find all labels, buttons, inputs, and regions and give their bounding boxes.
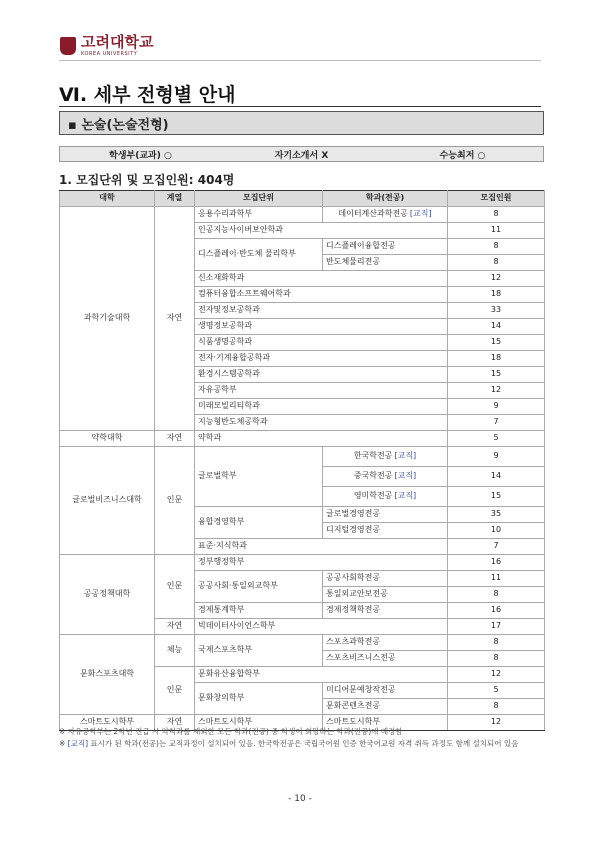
unit-cell: 국제스포츠학부 <box>195 635 323 667</box>
table-row <box>60 555 545 571</box>
unit-cell: 약학과 <box>195 431 448 447</box>
unit-cell: 응용수리과학부 <box>195 207 323 223</box>
unit-cell: 디스플레이·반도체 물리학부 <box>195 239 323 271</box>
unit-cell: 지능형반도체공학과 <box>195 415 448 431</box>
unit-cell: 환경시스템공학과 <box>195 367 448 383</box>
unit-cell: 미래모빌리티학과 <box>195 399 448 415</box>
teaching-course-tag: [교직] <box>409 209 432 219</box>
college-cell: 문화스포츠대학 <box>60 635 155 715</box>
table-row <box>60 447 545 467</box>
count-cell: 8 <box>448 587 545 603</box>
field-cell: 인문 <box>155 667 195 715</box>
count-cell: 16 <box>448 555 545 571</box>
major-name: 데이터계산과학전공 <box>338 209 408 219</box>
count-cell: 15 <box>448 487 545 507</box>
count-cell: 8 <box>448 207 545 223</box>
page-number: - 10 - <box>288 794 312 804</box>
count-cell: 12 <box>448 383 545 399</box>
teaching-course-tag: [교직] <box>394 491 417 501</box>
col-header-major: 학과(전공) <box>323 191 448 207</box>
count-cell: 9 <box>448 399 545 415</box>
unit-cell: 표준·지식학과 <box>195 539 448 555</box>
major-name: 중국학전공 <box>353 471 393 481</box>
unit-cell: 공공사회·통일외교학부 <box>195 571 323 603</box>
criteria-school-record: 학생부(교과) ○ <box>109 150 172 161</box>
count-cell: 18 <box>448 351 545 367</box>
count-cell: 17 <box>448 619 545 635</box>
university-seal-icon <box>60 37 76 55</box>
count-cell: 15 <box>448 367 545 383</box>
major-cell: 경제정책학전공 <box>323 603 448 619</box>
field-cell: 자연 <box>155 207 195 431</box>
count-cell: 8 <box>448 255 545 271</box>
college-cell: 과학기술대학 <box>60 207 155 431</box>
count-cell: 10 <box>448 523 545 539</box>
count-cell: 12 <box>448 271 545 287</box>
unit-cell: 융합경영학부 <box>195 507 323 539</box>
unit-cell: 자유공학부 <box>195 383 448 399</box>
count-cell: 14 <box>448 467 545 487</box>
major-cell: 디지털경영전공 <box>323 523 448 539</box>
table-header-row <box>60 191 545 207</box>
field-cell: 체능 <box>155 635 195 667</box>
major-cell <box>323 207 448 223</box>
count-cell: 11 <box>448 223 545 239</box>
field-cell: 인문 <box>155 555 195 619</box>
footnote-2-prefix: ※ <box>59 738 68 748</box>
count-cell: 12 <box>448 715 545 731</box>
evaluation-criteria-bar <box>59 146 544 162</box>
major-name: 한국학전공 <box>353 451 393 461</box>
major-cell <box>323 447 448 467</box>
unit-cell: 식품생명공학과 <box>195 335 448 351</box>
section-title: Ⅵ. 세부 전형별 안내 <box>59 84 236 106</box>
count-cell: 12 <box>448 667 545 683</box>
unit-cell: 신소재화학과 <box>195 271 448 287</box>
table-row <box>60 207 545 223</box>
count-cell: 5 <box>448 431 545 447</box>
count-cell: 16 <box>448 603 545 619</box>
field-cell: 자연 <box>155 619 195 635</box>
quota-subheading: 1. 모집단위 및 모집인원: 404명 <box>59 173 235 187</box>
col-header-field: 계열 <box>155 191 195 207</box>
header-divider <box>59 60 541 61</box>
major-cell <box>323 467 448 487</box>
logo-english-name: KOREA UNIVERSITY <box>81 51 138 57</box>
criteria-self-intro: 자기소개서 X <box>274 150 329 161</box>
major-cell: 스마트도시학부 <box>323 715 448 731</box>
footnotes <box>59 726 549 749</box>
count-cell: 8 <box>448 239 545 255</box>
major-cell: 문화콘텐츠전공 <box>323 699 448 715</box>
teaching-course-tag: [교직] <box>394 451 417 461</box>
count-cell: 7 <box>448 539 545 555</box>
criteria-csat-minimum: 수능최저 ○ <box>439 150 486 161</box>
teaching-course-tag: [교직] <box>67 738 89 748</box>
unit-cell: 전자·기계융합공학과 <box>195 351 448 367</box>
footnote-2 <box>59 738 549 750</box>
table-row <box>60 431 545 447</box>
count-cell: 35 <box>448 507 545 523</box>
unit-cell: 빅데이터사이언스학부 <box>195 619 448 635</box>
count-cell: 8 <box>448 699 545 715</box>
major-cell: 반도체물리전공 <box>323 255 448 271</box>
unit-cell: 인공지능사이버보안학과 <box>195 223 448 239</box>
admission-type-title: ▪ 논술(논술전형) <box>59 111 544 135</box>
count-cell: 9 <box>448 447 545 467</box>
unit-cell: 컴퓨터융합소프트웨어학과 <box>195 287 448 303</box>
unit-cell: 문화창의학부 <box>195 683 323 715</box>
field-cell: 자연 <box>155 431 195 447</box>
teaching-course-tag: [교직] <box>394 471 417 481</box>
count-cell: 15 <box>448 335 545 351</box>
major-cell: 글로벌경영전공 <box>323 507 448 523</box>
logo-korean-name: 고려대학교 <box>81 33 154 51</box>
major-cell: 디스플레이융합전공 <box>323 239 448 255</box>
unit-cell: 경제통계학부 <box>195 603 323 619</box>
count-cell: 8 <box>448 635 545 651</box>
col-header-count: 모집인원 <box>448 191 545 207</box>
college-cell: 약학대학 <box>60 431 155 447</box>
section-title-divider <box>59 106 541 107</box>
major-cell: 공공사회학전공 <box>323 571 448 587</box>
unit-cell: 생명정보공학과 <box>195 319 448 335</box>
unit-cell: 문화유산융합학부 <box>195 667 448 683</box>
field-cell: 자연 <box>155 715 195 731</box>
unit-cell: 전자및정보공학과 <box>195 303 448 319</box>
count-cell: 8 <box>448 651 545 667</box>
major-cell: 스포츠비즈니스전공 <box>323 651 448 667</box>
college-cell: 스마트도시학부 <box>60 715 155 731</box>
count-cell: 14 <box>448 319 545 335</box>
college-cell: 글로벌비즈니스대학 <box>60 447 155 555</box>
footnote-1: ※ 자유공학부는 2학년 진급 시 약학과를 제외한 모든 학과(전공) 중 학생이 희망하는 학과(전공)에 배정함 <box>59 727 403 736</box>
quota-table <box>59 190 545 731</box>
major-cell: 미디어문예창작전공 <box>323 683 448 699</box>
count-cell: 7 <box>448 415 545 431</box>
major-cell: 통일외교안보전공 <box>323 587 448 603</box>
count-cell: 5 <box>448 683 545 699</box>
count-cell: 18 <box>448 287 545 303</box>
unit-cell: 정부행정학부 <box>195 555 448 571</box>
col-header-college: 대학 <box>60 191 155 207</box>
col-header-unit: 모집단위 <box>195 191 323 207</box>
count-cell: 11 <box>448 571 545 587</box>
table-row <box>60 635 545 651</box>
unit-cell: 스마트도시학부 <box>195 715 323 731</box>
unit-cell: 글로벌학부 <box>195 447 323 507</box>
college-cell: 공공정책대학 <box>60 555 155 635</box>
count-cell: 33 <box>448 303 545 319</box>
major-cell: 스포츠과학전공 <box>323 635 448 651</box>
field-cell: 인문 <box>155 447 195 555</box>
university-logo <box>60 35 153 57</box>
major-name: 영미학전공 <box>353 491 393 501</box>
footnote-2-text: 표시가 된 학과(전공)는 교직과정이 설치되어 있음. 한국학전공은 국립국어원 인증 한국어교원 자격 취득 과정도 함께 설치되어 있음 <box>88 738 519 748</box>
major-cell <box>323 487 448 507</box>
